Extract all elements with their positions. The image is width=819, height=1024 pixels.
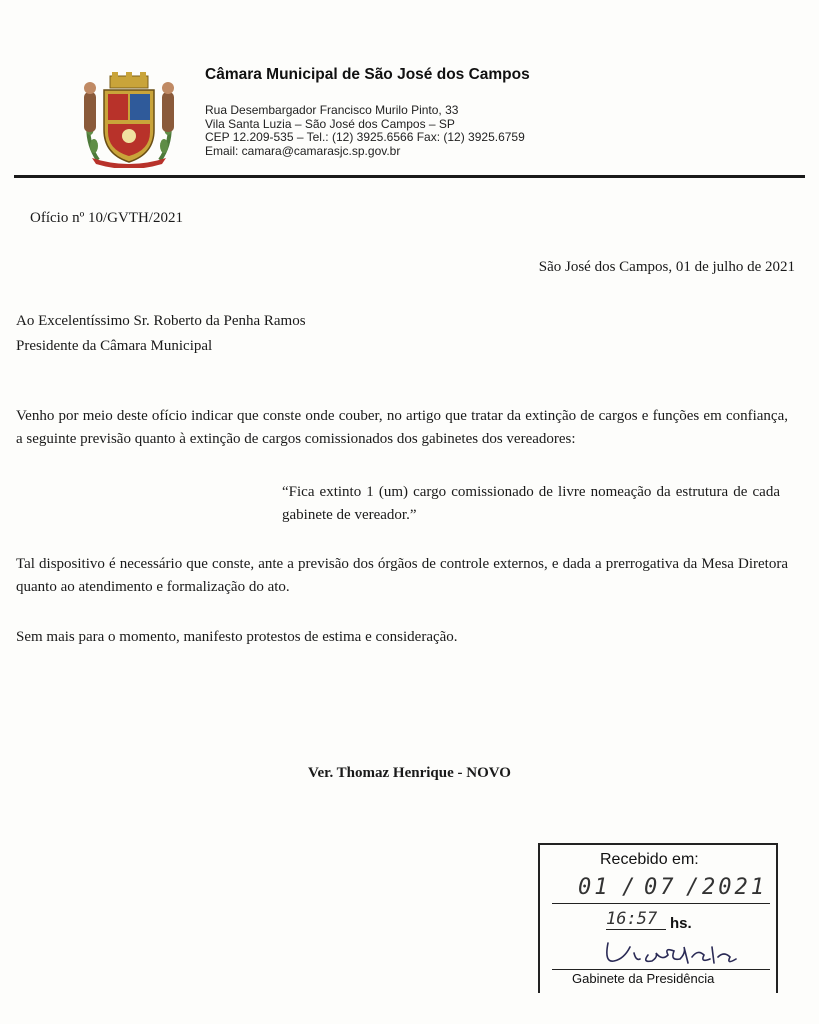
stamp-slash-1: / <box>622 875 639 900</box>
body-paragraph-3: Sem mais para o momento, manifesto protestos de estima e consideração. <box>16 629 458 645</box>
recipient-title: Presidente da Câmara Municipal <box>16 338 213 354</box>
stamp-footer: Gabinete da Presidência <box>572 971 715 986</box>
quoted-provision: “Fica extinto 1 (um) cargo comissionado de livre nomeação da estrutura de cada gabinete de vereador.” <box>282 484 780 523</box>
address-email: Email: camara@camarasjc.sp.gov.br <box>205 143 401 158</box>
signature-line <box>552 969 770 970</box>
address-district: Vila Santa Luzia – São José dos Campos – SP <box>205 116 455 131</box>
stamp-slash-2: / <box>686 875 703 900</box>
stamp-title: Recebido em: <box>600 851 699 868</box>
recipient-block <box>16 309 306 359</box>
stamp-date <box>552 873 770 904</box>
document-date: São José dos Campos, 01 de julho de 2021 <box>538 259 795 275</box>
stamp-month: 07 <box>644 875 677 900</box>
institution-name: Câmara Municipal de São José dos Campos <box>205 66 530 83</box>
stamp-time: 16:57 <box>606 909 666 930</box>
header-divider <box>14 175 805 178</box>
document-reference: Ofício nº 10/GVTH/2021 <box>30 210 183 226</box>
signatory: Ver. Thomaz Henrique - NOVO <box>308 765 511 781</box>
address-street: Rua Desembargador Francisco Murilo Pinto, 33 <box>205 103 459 117</box>
body-paragraph-1: Venho por meio deste ofício indicar que conste onde couber, no artigo que tratar da extinção de cargos e funções em confiança, a seguinte previsão quanto à extinção de cargos comissionados dos gabinetes dos vereadores: <box>16 408 788 447</box>
handwritten-signature <box>600 933 750 969</box>
received-stamp <box>538 843 778 993</box>
recipient-name: Ao Excelentíssimo Sr. Roberto da Penha Ramos <box>16 313 306 329</box>
stamp-time-suffix: hs. <box>670 915 692 932</box>
municipal-coat-of-arms-icon <box>78 70 180 168</box>
institution-contact <box>205 104 525 158</box>
stamp-day: 01 <box>578 875 611 900</box>
body-paragraph-2: Tal dispositivo é necessário que conste, ante a previsão dos órgãos de controle externos, e dada a prerrogativa da Mesa Diretora quanto ao atendimento e formalização do ato. <box>16 556 788 595</box>
address-phone: CEP 12.209-535 – Tel.: (12) 3925.6566 Fax: (12) 3925.6759 <box>205 130 525 144</box>
stamp-year: 2021 <box>702 875 767 900</box>
